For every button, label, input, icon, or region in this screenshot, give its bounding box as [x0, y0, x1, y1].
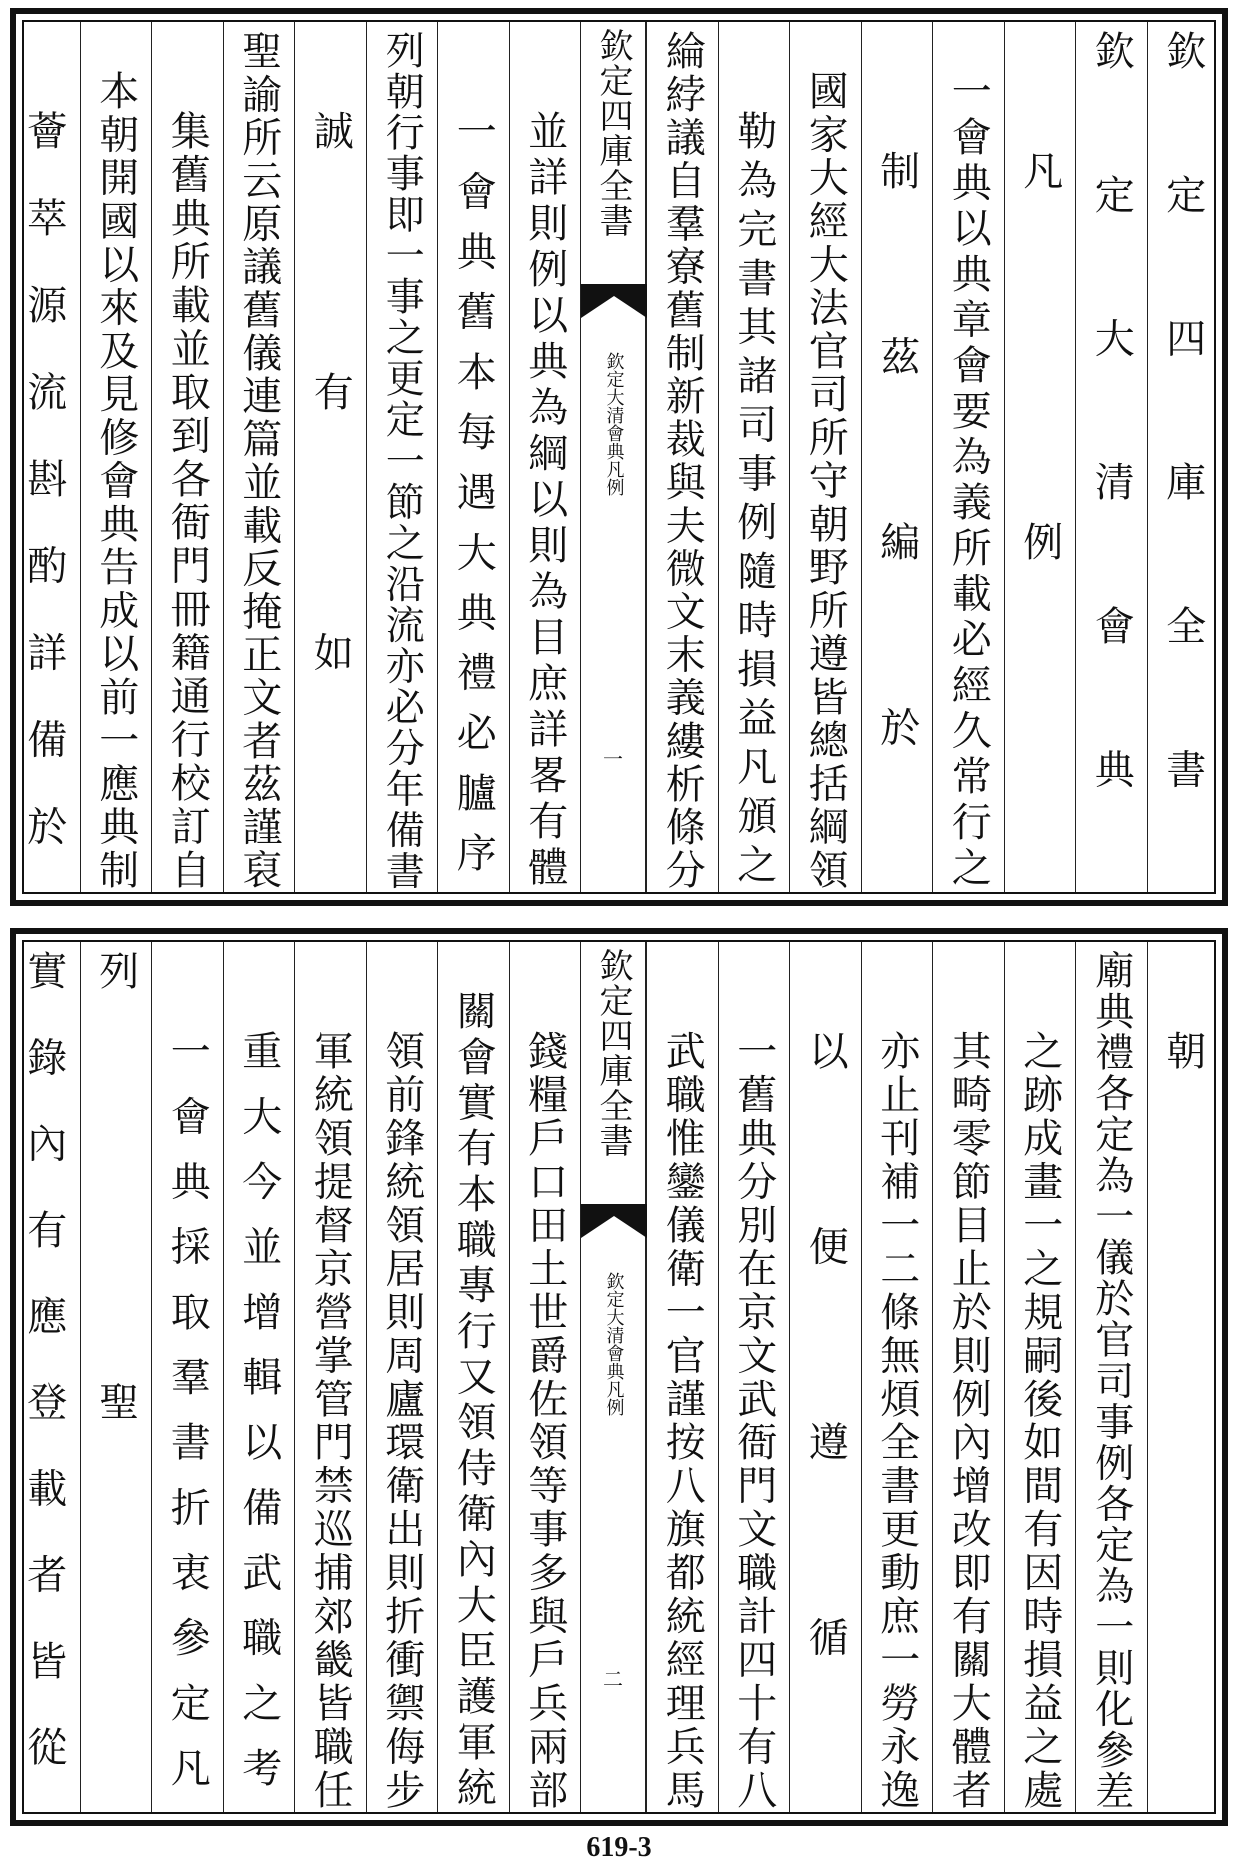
column-text: 武職惟鑾儀衛一官謹按八旗都統經理兵馬	[659, 1030, 706, 1812]
column-text: 欽定四庫全書	[1159, 30, 1206, 892]
column-text: 關會實有本職專行又領侍衛內大臣護軍統	[450, 990, 497, 1812]
column-text: 廟典禮各定為一儀於官司事例各定為一則化參差	[1088, 950, 1134, 1812]
text-column	[151, 22, 223, 892]
gutter-title: 欽定四庫全書	[593, 28, 633, 238]
column-text: 朝	[1159, 1030, 1206, 1812]
gutter-section: 凡例	[603, 460, 625, 496]
text-column	[509, 22, 581, 892]
text-column	[366, 22, 438, 892]
gutter-subtitle	[604, 1272, 623, 1416]
column-text: 亦止刊補一二條無煩全書更動庶一勞永逸	[873, 1030, 920, 1812]
column-text: 錢糧戶口田土世爵佐領等事多與戶兵兩部	[521, 1030, 568, 1812]
text-column	[789, 22, 861, 892]
center-gutter	[580, 22, 646, 892]
bottom-page-frame	[22, 940, 1216, 1814]
text-column	[718, 22, 790, 892]
page-footer-number: 619-3	[586, 1832, 652, 1863]
column-text: 集舊典所載並取到各衙門冊籍通行校訂自	[164, 110, 211, 892]
text-column	[437, 942, 509, 1812]
text-column	[437, 22, 509, 892]
text-column	[151, 942, 223, 1812]
gutter-section: 凡例	[603, 1380, 625, 1416]
column-text: 一舊典分別在京文武衙門文職計四十有八	[730, 1030, 777, 1812]
text-column	[1075, 942, 1147, 1812]
text-column	[861, 22, 933, 892]
text-column	[1147, 942, 1219, 1812]
column-text: 列聖	[92, 950, 139, 1812]
column-text: 其畸零節目止於則例內增改即有關大體者	[945, 1030, 992, 1812]
column-text: 領前鋒統領居則周廬環衛出則折衝禦侮步	[378, 1030, 425, 1812]
center-gutter	[580, 942, 646, 1812]
gutter-book-title: 欽定大清會典	[603, 352, 625, 460]
column-text: 一會典舊本每遇大典禮必臚序	[450, 110, 497, 892]
column-text: 實錄內有應登載者皆從	[20, 950, 67, 1812]
fish-tail-mark	[581, 284, 647, 320]
column-text: 制茲編於	[873, 150, 920, 892]
column-text: 勒為完書其諸司事例隨時損益凡頒之	[730, 110, 777, 892]
column-text: 聖諭所云原議舊儀連篇並載反掩正文者茲謹裒	[235, 30, 282, 892]
column-text: 薈萃源流斟酌詳備於	[20, 110, 67, 892]
top-page-frame	[22, 20, 1216, 894]
text-column	[861, 942, 933, 1812]
text-column	[80, 942, 152, 1812]
column-text: 之跡成畫一之規嗣後如間有因時損益之處	[1016, 1030, 1063, 1812]
column-text: 國家大經大法官司所守朝野所遵皆總括綱領	[802, 70, 849, 892]
fish-tail-mark	[581, 1204, 647, 1240]
text-column	[1004, 942, 1076, 1812]
column-text: 本朝開國以來及見修會典告成以前一應典制	[92, 70, 139, 892]
bottom-page-panel	[10, 928, 1228, 1826]
column-text: 誠有如	[307, 110, 354, 892]
text-column	[223, 22, 295, 892]
text-column	[646, 22, 718, 892]
text-column	[8, 22, 80, 892]
gutter-page-number: 二	[603, 1667, 623, 1691]
column-text: 軍統領提督京營掌管門禁巡捕郊畿皆職任	[307, 1030, 354, 1812]
top-page-panel	[10, 8, 1228, 906]
text-column	[646, 942, 718, 1812]
text-column	[80, 22, 152, 892]
text-column	[932, 22, 1004, 892]
text-column	[509, 942, 581, 1812]
text-column	[789, 942, 861, 1812]
text-column	[223, 942, 295, 1812]
gutter-page-number: 一	[603, 747, 623, 771]
text-column	[1075, 22, 1147, 892]
text-column	[294, 942, 366, 1812]
text-column	[932, 942, 1004, 1812]
column-text: 並詳則例以典為綱以則為目庶詳畧有體	[521, 110, 568, 892]
text-column	[1004, 22, 1076, 892]
column-text: 列朝行事即一事之更定一節之沿流亦必分年備書	[379, 30, 425, 892]
text-column	[1147, 22, 1219, 892]
column-text: 重大今並增輯以備武職之考	[235, 1030, 282, 1812]
column-text: 綸綍議自羣寮舊制新裁與夫微文末義縷析條分	[659, 30, 706, 892]
column-text: 欽定大清會典	[1088, 30, 1135, 892]
text-column	[366, 942, 438, 1812]
text-column	[294, 22, 366, 892]
gutter-subtitle	[604, 352, 623, 496]
column-text: 凡例	[1016, 150, 1063, 892]
column-text: 一會典以典章會要為義所載必經久常行之	[945, 70, 992, 892]
gutter-book-title: 欽定大清會典	[603, 1272, 625, 1380]
text-column	[718, 942, 790, 1812]
gutter-title: 欽定四庫全書	[593, 948, 633, 1158]
column-text: 一會典採取羣書折衷參定凡	[164, 1030, 211, 1812]
text-column	[8, 942, 80, 1812]
column-text: 以便遵循	[802, 1030, 849, 1812]
